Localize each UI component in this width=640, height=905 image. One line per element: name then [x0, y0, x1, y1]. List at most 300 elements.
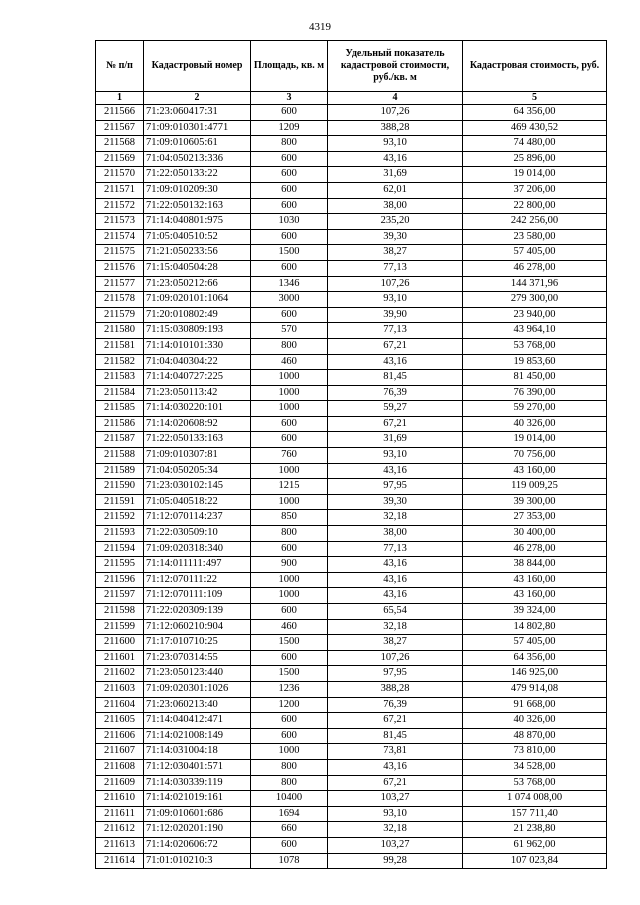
cadastral-value-cell: 27 353,00: [463, 510, 607, 526]
cadastral-value-cell: 74 480,00: [463, 136, 607, 152]
area-cell: 850: [251, 510, 328, 526]
cadastral-number-cell: 71:12:070111:22: [144, 572, 251, 588]
cadastral-value-cell: 157 711,40: [463, 806, 607, 822]
row-number-cell: 211602: [96, 666, 144, 682]
table-row: [96, 681, 607, 697]
cadastral-value-cell: 61 962,00: [463, 837, 607, 853]
table-row: [96, 416, 607, 432]
cadastral-number-cell: 71:14:010101:330: [144, 338, 251, 354]
header-unit-value: Удельный показатель кадастровой стоимости, руб./кв. м: [328, 41, 463, 92]
table-row: [96, 791, 607, 807]
table-row: [96, 229, 607, 245]
row-number-cell: 211578: [96, 292, 144, 308]
area-cell: 1694: [251, 806, 328, 822]
cadastral-value-cell: 53 768,00: [463, 775, 607, 791]
cadastral-number-cell: 71:23:050113:42: [144, 385, 251, 401]
row-number-cell: 211573: [96, 214, 144, 230]
row-number-cell: 211607: [96, 744, 144, 760]
table-row: [96, 650, 607, 666]
cadastral-number-cell: 71:23:050212:66: [144, 276, 251, 292]
unit-value-cell: 43,16: [328, 557, 463, 573]
unit-value-cell: 67,21: [328, 416, 463, 432]
cadastral-value-cell: 43 160,00: [463, 588, 607, 604]
area-cell: 1236: [251, 681, 328, 697]
cadastral-number-cell: 71:14:030220:101: [144, 401, 251, 417]
unit-value-cell: 32,18: [328, 619, 463, 635]
area-cell: 600: [251, 713, 328, 729]
unit-value-cell: 93,10: [328, 806, 463, 822]
cadastral-number-cell: 71:09:010301:4771: [144, 120, 251, 136]
unit-value-cell: 38,27: [328, 245, 463, 261]
cadastral-value-cell: 57 405,00: [463, 245, 607, 261]
header-row-number: № п/п: [96, 41, 144, 92]
cadastral-value-cell: 23 940,00: [463, 307, 607, 323]
cadastral-number-cell: 71:22:030509:10: [144, 526, 251, 542]
cadastral-value-cell: 146 925,00: [463, 666, 607, 682]
header-cadastral-value: Кадастровая стоимость, руб.: [463, 41, 607, 92]
cadastral-number-cell: 71:09:010605:61: [144, 136, 251, 152]
cadastral-value-cell: 39 324,00: [463, 604, 607, 620]
cadastral-number-cell: 71:05:040510:52: [144, 229, 251, 245]
table-row: [96, 557, 607, 573]
unit-value-cell: 39,30: [328, 494, 463, 510]
area-cell: 800: [251, 136, 328, 152]
unit-value-cell: 43,16: [328, 463, 463, 479]
cadastral-number-cell: 71:22:050133:22: [144, 167, 251, 183]
unit-value-cell: 99,28: [328, 853, 463, 869]
row-number-cell: 211603: [96, 681, 144, 697]
cadastral-value-cell: 34 528,00: [463, 759, 607, 775]
cadastral-value-cell: 14 802,80: [463, 619, 607, 635]
unit-value-cell: 43,16: [328, 759, 463, 775]
cadastral-value-cell: 37 206,00: [463, 182, 607, 198]
table-row: [96, 775, 607, 791]
area-cell: 1000: [251, 588, 328, 604]
unit-value-cell: 93,10: [328, 136, 463, 152]
unit-value-cell: 38,00: [328, 526, 463, 542]
column-number: 2: [144, 92, 251, 105]
area-cell: 1000: [251, 401, 328, 417]
cadastral-value-cell: 30 400,00: [463, 526, 607, 542]
table-row: [96, 463, 607, 479]
cadastral-value-cell: 1 074 008,00: [463, 791, 607, 807]
row-number-cell: 211597: [96, 588, 144, 604]
cadastral-value-cell: 59 270,00: [463, 401, 607, 417]
row-number-cell: 211568: [96, 136, 144, 152]
area-cell: 760: [251, 448, 328, 464]
area-cell: 1000: [251, 463, 328, 479]
table-row: [96, 214, 607, 230]
cadastral-value-cell: 70 756,00: [463, 448, 607, 464]
cadastral-value-cell: 64 356,00: [463, 105, 607, 121]
cadastral-value-cell: 19 014,00: [463, 432, 607, 448]
cadastral-number-cell: 71:12:030401:571: [144, 759, 251, 775]
unit-value-cell: 97,95: [328, 479, 463, 495]
table-row: [96, 276, 607, 292]
unit-value-cell: 388,28: [328, 120, 463, 136]
area-cell: 600: [251, 432, 328, 448]
row-number-cell: 211569: [96, 151, 144, 167]
table-row: [96, 494, 607, 510]
area-cell: 600: [251, 151, 328, 167]
unit-value-cell: 59,27: [328, 401, 463, 417]
cadastral-number-cell: 71:22:050132:163: [144, 198, 251, 214]
row-number-cell: 211611: [96, 806, 144, 822]
unit-value-cell: 67,21: [328, 338, 463, 354]
cadastral-number-cell: 71:14:030339:119: [144, 775, 251, 791]
table-row: [96, 822, 607, 838]
area-cell: 600: [251, 541, 328, 557]
column-number: 1: [96, 92, 144, 105]
area-cell: 600: [251, 728, 328, 744]
row-number-cell: 211604: [96, 697, 144, 713]
table-row: [96, 526, 607, 542]
header-cadastral-number: Кадастровый номер: [144, 41, 251, 92]
cadastral-value-cell: 48 870,00: [463, 728, 607, 744]
unit-value-cell: 388,28: [328, 681, 463, 697]
cadastral-number-cell: 71:14:020608:92: [144, 416, 251, 432]
table-body: [96, 105, 607, 869]
area-cell: 1078: [251, 853, 328, 869]
cadastral-number-cell: 71:12:020201:190: [144, 822, 251, 838]
cadastral-value-cell: 53 768,00: [463, 338, 607, 354]
cadastral-number-cell: 71:23:060213:40: [144, 697, 251, 713]
area-cell: 3000: [251, 292, 328, 308]
cadastral-number-cell: 71:14:040412:471: [144, 713, 251, 729]
cadastral-number-cell: 71:14:011111:497: [144, 557, 251, 573]
cadastral-number-cell: 71:23:060417:31: [144, 105, 251, 121]
unit-value-cell: 107,26: [328, 276, 463, 292]
area-cell: 600: [251, 229, 328, 245]
table-row: [96, 448, 607, 464]
row-number-cell: 211592: [96, 510, 144, 526]
row-number-cell: 211575: [96, 245, 144, 261]
cadastral-number-cell: 71:15:040504:28: [144, 260, 251, 276]
cadastral-number-cell: 71:23:030102:145: [144, 479, 251, 495]
area-cell: 1000: [251, 370, 328, 386]
table-row: [96, 588, 607, 604]
row-number-cell: 211598: [96, 604, 144, 620]
unit-value-cell: 103,27: [328, 791, 463, 807]
table-row: [96, 728, 607, 744]
cadastral-value-cell: 81 450,00: [463, 370, 607, 386]
table-row: [96, 151, 607, 167]
area-cell: 600: [251, 604, 328, 620]
row-number-cell: 211613: [96, 837, 144, 853]
cadastral-value-cell: 64 356,00: [463, 650, 607, 666]
row-number-cell: 211570: [96, 167, 144, 183]
row-number-cell: 211609: [96, 775, 144, 791]
area-cell: 460: [251, 619, 328, 635]
header-area: Площадь, кв. м: [251, 41, 328, 92]
area-cell: 600: [251, 260, 328, 276]
cadastral-number-cell: 71:09:010209:30: [144, 182, 251, 198]
table-row: [96, 432, 607, 448]
table-header-row: [96, 41, 607, 92]
area-cell: 800: [251, 338, 328, 354]
cadastral-value-cell: 73 810,00: [463, 744, 607, 760]
unit-value-cell: 107,26: [328, 650, 463, 666]
cadastral-value-cell: 119 009,25: [463, 479, 607, 495]
cadastral-number-cell: 71:15:030809:193: [144, 323, 251, 339]
cadastral-value-cell: 43 964,10: [463, 323, 607, 339]
row-number-cell: 211600: [96, 635, 144, 651]
unit-value-cell: 103,27: [328, 837, 463, 853]
area-cell: 1215: [251, 479, 328, 495]
unit-value-cell: 32,18: [328, 510, 463, 526]
unit-value-cell: 73,81: [328, 744, 463, 760]
cadastral-number-cell: 71:12:060210:904: [144, 619, 251, 635]
cadastral-number-cell: 71:14:031004:18: [144, 744, 251, 760]
table-row: [96, 120, 607, 136]
table-row: [96, 401, 607, 417]
table-row: [96, 182, 607, 198]
cadastral-value-cell: 40 326,00: [463, 416, 607, 432]
table-row: [96, 635, 607, 651]
row-number-cell: 211599: [96, 619, 144, 635]
area-cell: 1000: [251, 572, 328, 588]
area-cell: 600: [251, 650, 328, 666]
cadastral-value-cell: 19 853,60: [463, 354, 607, 370]
cadastral-number-cell: 71:01:010210:3: [144, 853, 251, 869]
row-number-cell: 211601: [96, 650, 144, 666]
area-cell: 800: [251, 775, 328, 791]
area-cell: 600: [251, 307, 328, 323]
cadastral-value-cell: 279 300,00: [463, 292, 607, 308]
cadastral-number-cell: 71:21:050233:56: [144, 245, 251, 261]
table-row: [96, 292, 607, 308]
unit-value-cell: 81,45: [328, 370, 463, 386]
cadastral-value-cell: 40 326,00: [463, 713, 607, 729]
cadastral-value-cell: 479 914,08: [463, 681, 607, 697]
area-cell: 600: [251, 416, 328, 432]
table-row: [96, 260, 607, 276]
cadastral-value-cell: 21 238,80: [463, 822, 607, 838]
table-row: [96, 167, 607, 183]
cadastral-number-cell: 71:14:040801:975: [144, 214, 251, 230]
table-row: [96, 541, 607, 557]
area-cell: 800: [251, 759, 328, 775]
row-number-cell: 211593: [96, 526, 144, 542]
row-number-cell: 211579: [96, 307, 144, 323]
table-row: [96, 697, 607, 713]
table-row: [96, 385, 607, 401]
cadastral-number-cell: 71:04:050205:34: [144, 463, 251, 479]
row-number-cell: 211605: [96, 713, 144, 729]
unit-value-cell: 93,10: [328, 448, 463, 464]
row-number-cell: 211590: [96, 479, 144, 495]
column-number-row: [96, 92, 607, 105]
cadastral-value-cell: 91 668,00: [463, 697, 607, 713]
row-number-cell: 211566: [96, 105, 144, 121]
table-row: [96, 307, 607, 323]
cadastral-value-table: [95, 40, 607, 869]
cadastral-value-cell: 469 430,52: [463, 120, 607, 136]
row-number-cell: 211576: [96, 260, 144, 276]
table-row: [96, 105, 607, 121]
cadastral-number-cell: 71:09:020101:1064: [144, 292, 251, 308]
unit-value-cell: 62,01: [328, 182, 463, 198]
area-cell: 600: [251, 198, 328, 214]
row-number-cell: 211587: [96, 432, 144, 448]
table-row: [96, 245, 607, 261]
unit-value-cell: 38,27: [328, 635, 463, 651]
table-row: [96, 744, 607, 760]
cadastral-number-cell: 71:14:020606:72: [144, 837, 251, 853]
area-cell: 600: [251, 182, 328, 198]
cadastral-number-cell: 71:22:050133:163: [144, 432, 251, 448]
area-cell: 1030: [251, 214, 328, 230]
area-cell: 570: [251, 323, 328, 339]
unit-value-cell: 38,00: [328, 198, 463, 214]
table-row: [96, 338, 607, 354]
area-cell: 600: [251, 105, 328, 121]
cadastral-number-cell: 71:09:010601:686: [144, 806, 251, 822]
unit-value-cell: 77,13: [328, 541, 463, 557]
row-number-cell: 211572: [96, 198, 144, 214]
area-cell: 1200: [251, 697, 328, 713]
area-cell: 900: [251, 557, 328, 573]
cadastral-number-cell: 71:17:010710:25: [144, 635, 251, 651]
table-row: [96, 354, 607, 370]
row-number-cell: 211606: [96, 728, 144, 744]
unit-value-cell: 76,39: [328, 385, 463, 401]
table-row: [96, 837, 607, 853]
table-row: [96, 198, 607, 214]
unit-value-cell: 31,69: [328, 167, 463, 183]
row-number-cell: 211580: [96, 323, 144, 339]
cadastral-number-cell: 71:09:010307:81: [144, 448, 251, 464]
table-row: [96, 853, 607, 869]
row-number-cell: 211612: [96, 822, 144, 838]
area-cell: 600: [251, 837, 328, 853]
row-number-cell: 211591: [96, 494, 144, 510]
unit-value-cell: 67,21: [328, 775, 463, 791]
cadastral-value-cell: 25 896,00: [463, 151, 607, 167]
table-row: [96, 713, 607, 729]
cadastral-number-cell: 71:09:020318:340: [144, 541, 251, 557]
column-number: 3: [251, 92, 328, 105]
cadastral-value-cell: 38 844,00: [463, 557, 607, 573]
table-row: [96, 759, 607, 775]
row-number-cell: 211567: [96, 120, 144, 136]
row-number-cell: 211608: [96, 759, 144, 775]
unit-value-cell: 107,26: [328, 105, 463, 121]
cadastral-value-cell: 242 256,00: [463, 214, 607, 230]
row-number-cell: 211596: [96, 572, 144, 588]
row-number-cell: 211581: [96, 338, 144, 354]
cadastral-value-cell: 144 371,96: [463, 276, 607, 292]
table-row: [96, 619, 607, 635]
row-number-cell: 211585: [96, 401, 144, 417]
area-cell: 1500: [251, 666, 328, 682]
area-cell: 10400: [251, 791, 328, 807]
area-cell: 1000: [251, 385, 328, 401]
cadastral-value-cell: 39 300,00: [463, 494, 607, 510]
unit-value-cell: 81,45: [328, 728, 463, 744]
area-cell: 1209: [251, 120, 328, 136]
page-number: 4319: [309, 21, 331, 33]
table-row: [96, 666, 607, 682]
area-cell: 1000: [251, 494, 328, 510]
row-number-cell: 211577: [96, 276, 144, 292]
table-row: [96, 479, 607, 495]
unit-value-cell: 39,90: [328, 307, 463, 323]
table-row: [96, 604, 607, 620]
area-cell: 600: [251, 167, 328, 183]
cadastral-value-cell: 22 800,00: [463, 198, 607, 214]
unit-value-cell: 93,10: [328, 292, 463, 308]
column-number: 5: [463, 92, 607, 105]
row-number-cell: 211595: [96, 557, 144, 573]
row-number-cell: 211594: [96, 541, 144, 557]
cadastral-number-cell: 71:23:070314:55: [144, 650, 251, 666]
cadastral-number-cell: 71:12:070114:237: [144, 510, 251, 526]
row-number-cell: 211610: [96, 791, 144, 807]
cadastral-number-cell: 71:14:021008:149: [144, 728, 251, 744]
cadastral-value-cell: 43 160,00: [463, 463, 607, 479]
unit-value-cell: 43,16: [328, 588, 463, 604]
row-number-cell: 211588: [96, 448, 144, 464]
cadastral-value-cell: 46 278,00: [463, 541, 607, 557]
unit-value-cell: 97,95: [328, 666, 463, 682]
cadastral-number-cell: 71:14:040727:225: [144, 370, 251, 386]
cadastral-number-cell: 71:20:010802:49: [144, 307, 251, 323]
cadastral-value-cell: 107 023,84: [463, 853, 607, 869]
cadastral-number-cell: 71:04:050213:336: [144, 151, 251, 167]
row-number-cell: 211574: [96, 229, 144, 245]
table-row: [96, 806, 607, 822]
unit-value-cell: 67,21: [328, 713, 463, 729]
table-row: [96, 510, 607, 526]
cadastral-number-cell: 71:14:021019:161: [144, 791, 251, 807]
cadastral-number-cell: 71:09:020301:1026: [144, 681, 251, 697]
unit-value-cell: 77,13: [328, 323, 463, 339]
row-number-cell: 211589: [96, 463, 144, 479]
table-row: [96, 323, 607, 339]
row-number-cell: 211614: [96, 853, 144, 869]
row-number-cell: 211586: [96, 416, 144, 432]
unit-value-cell: 235,20: [328, 214, 463, 230]
area-cell: 1346: [251, 276, 328, 292]
row-number-cell: 211571: [96, 182, 144, 198]
area-cell: 800: [251, 526, 328, 542]
table-row: [96, 136, 607, 152]
unit-value-cell: 43,16: [328, 572, 463, 588]
cadastral-number-cell: 71:22:020309:139: [144, 604, 251, 620]
row-number-cell: 211582: [96, 354, 144, 370]
cadastral-value-cell: 19 014,00: [463, 167, 607, 183]
row-number-cell: 211583: [96, 370, 144, 386]
cadastral-value-cell: 43 160,00: [463, 572, 607, 588]
cadastral-number-cell: 71:12:070111:109: [144, 588, 251, 604]
area-cell: 660: [251, 822, 328, 838]
unit-value-cell: 43,16: [328, 354, 463, 370]
table-row: [96, 572, 607, 588]
cadastral-number-cell: 71:23:050123:440: [144, 666, 251, 682]
unit-value-cell: 65,54: [328, 604, 463, 620]
unit-value-cell: 76,39: [328, 697, 463, 713]
unit-value-cell: 43,16: [328, 151, 463, 167]
cadastral-value-cell: 76 390,00: [463, 385, 607, 401]
cadastral-number-cell: 71:04:040304:22: [144, 354, 251, 370]
unit-value-cell: 31,69: [328, 432, 463, 448]
unit-value-cell: 39,30: [328, 229, 463, 245]
area-cell: 1000: [251, 744, 328, 760]
cadastral-value-cell: 57 405,00: [463, 635, 607, 651]
area-cell: 460: [251, 354, 328, 370]
table-row: [96, 370, 607, 386]
